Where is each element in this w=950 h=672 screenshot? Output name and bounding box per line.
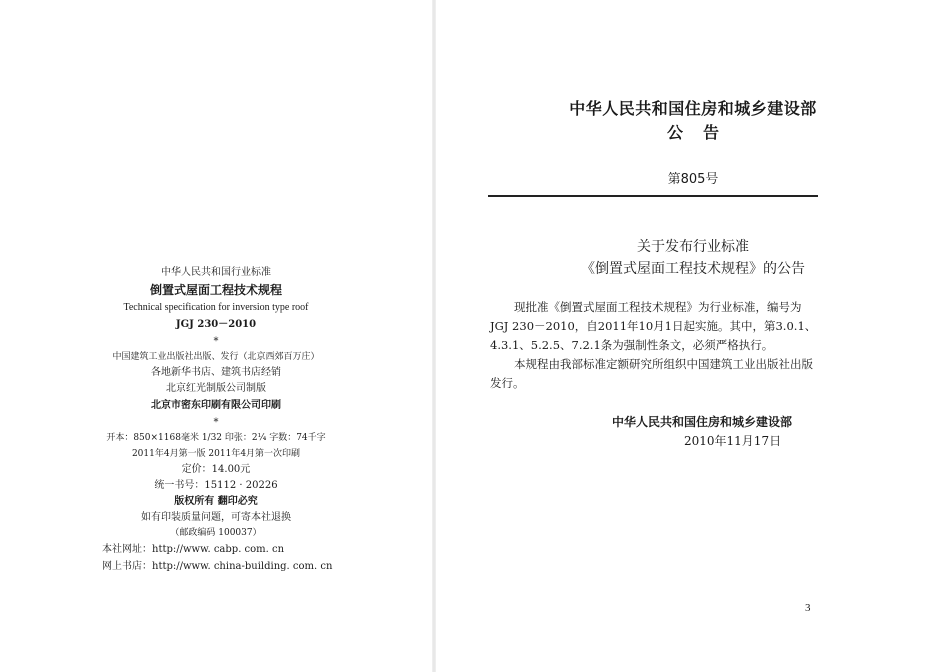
body-paragraph-line: JGJ 230－2010，自2011年10月1日起实施。其中，第3.0.1、 <box>490 319 817 333</box>
bookstore-line: 网上书店：http://www. china-building. com. cn <box>102 561 333 572</box>
isbn-line: 统一书号：15112 · 20226 <box>154 480 278 491</box>
standard-series: 中华人民共和国行业标准 <box>161 267 271 278</box>
book-title-cn: 倒置式屋面工程技术规程 <box>149 283 282 297</box>
price-line: 定价：14.00元 <box>181 464 251 475</box>
body-paragraph-line: 4.3.1、5.2.5、7.2.1条为强制性条文，必须严格执行。 <box>490 338 774 352</box>
body-paragraph-line: 现批准《倒置式屋面工程技术规程》为行业标准，编号为 <box>514 300 802 314</box>
website-line: 本社网址：http://www. cabp. com. cn <box>102 544 285 555</box>
ministry-title: 中华人民共和国住房和城乡建设部 <box>569 99 817 118</box>
quality-line: 如有印装质量问题，可寄本社退换 <box>141 512 291 523</box>
notice-title: 公告 <box>666 123 739 142</box>
copyright-page <box>0 0 432 672</box>
postcode-line: （邮政编码 100037） <box>170 528 262 538</box>
body-paragraph-line: 本规程由我部标准定额研究所组织中国建筑工业出版社出版 <box>514 357 813 371</box>
header-rule <box>488 195 818 197</box>
notice-number: 第805号 <box>667 172 719 187</box>
signature-organization: 中华人民共和国住房和城乡建设部 <box>612 415 793 429</box>
signature-date: 2010年11月17日 <box>684 434 782 448</box>
separator-star: * <box>213 417 219 428</box>
separator-star: * <box>213 336 219 347</box>
publisher-line: 中国建筑工业出版社出版、发行（北京西郊百万庄） <box>112 352 320 362</box>
distributor-line: 各地新华书店、建筑书店经销 <box>151 367 281 378</box>
standard-code: JGJ 230－2010 <box>175 319 257 330</box>
edition-line: 2011年4月第一版 2011年4月第一次印刷 <box>131 449 301 459</box>
rights-line: 版权所有 翻印必究 <box>174 496 258 507</box>
body-paragraph-line: 发行。 <box>490 376 525 390</box>
typesetter-line: 北京红光制版公司制版 <box>166 383 266 394</box>
format-line: 开本：850×1168毫米 1/32 印张：2¼ 字数：74千字 <box>106 433 326 443</box>
announcement-heading-line1: 关于发布行业标准 <box>637 239 749 255</box>
page-number: 3 <box>805 602 811 614</box>
announcement-heading-line2: 《倒置式屋面工程技术规程》的公告 <box>581 261 805 277</box>
book-title-en: Technical specification for inversion type roof <box>123 302 309 313</box>
announcement-page <box>436 0 950 672</box>
printer-line: 北京市密东印刷有限公司印刷 <box>151 400 281 411</box>
